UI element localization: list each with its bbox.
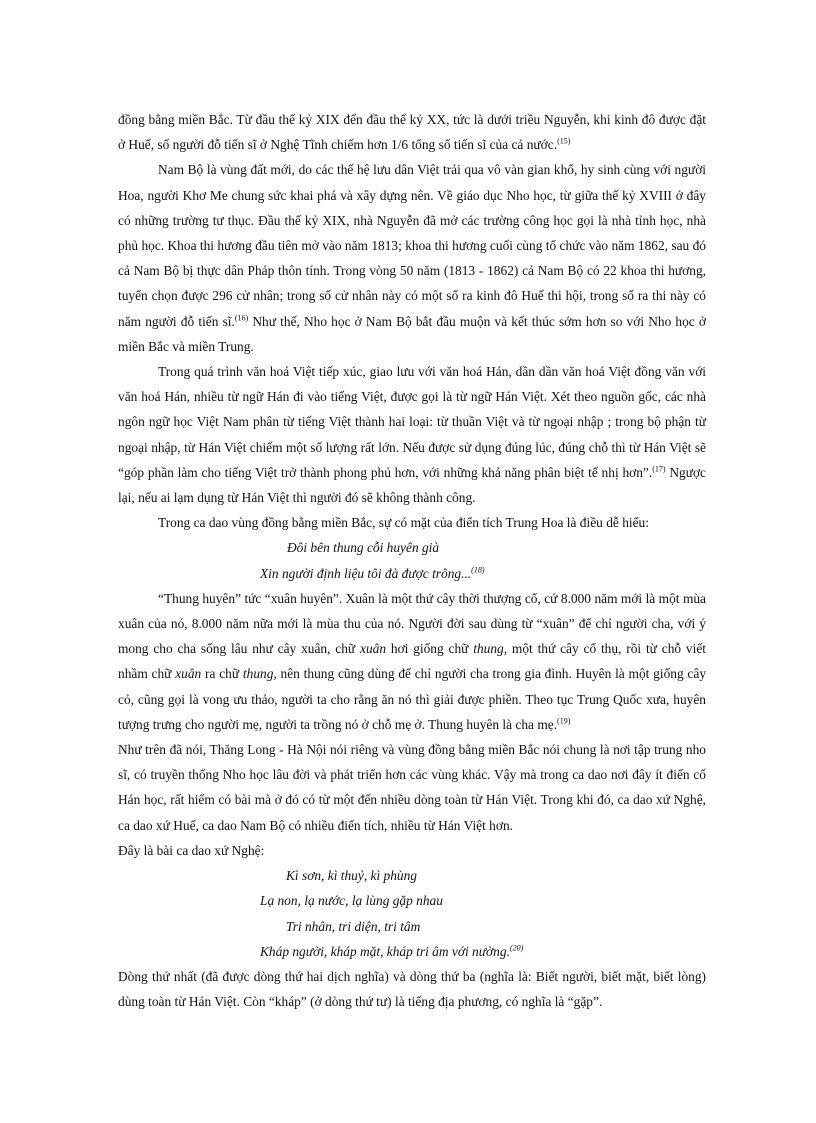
poem-line: Kì sơn, kì thuỷ, kì phùng [286,868,417,884]
paragraph-ca-dao-intro: Trong ca dao vùng đồng bằng miền Bắc, sự có mặt của điển tích Trung Hoa là điều dễ hiểu: [158,515,649,531]
paragraph-nam-bo: Nam Bộ là vùng đất mới, do các thế hệ lưu dân Việt trải qua vô vàn gian khổ, hy sinh cùng với người Hoa, người Khơ Me chung sức khai phá và xây dựng nên. Về giáo dục Nho học, từ giữa thế kỷ XVIII ở đây có những trường tư thục. Đầu thế kỷ XIX, nhà Nguyễn đã mở các trường công học gọi là nhà tỉnh học, nhà phủ học. Khoa thi hương đầu tiên mở vào năm 1813; khoa thi hương cuối cùng tổ chức vào năm 1862, sau đó cả Nam Bộ bị thực dân Pháp thôn tính. Trong vòng 50 năm (1813 - 1862) cả Nam Bộ có 22 khoa thi hương, tuyển chọn được 296 cử nhân; trong số cử nhân này có một số ra kinh đô Huế thi hội, trong số ra thi này có năm người đỗ tiến sĩ.$^{(16)}$ Như thế, Nho học ở Nam Bộ bắt đầu muộn và kết thúc sớm hơn so với Nho học ở miền Bắc và miền Trung. [118,162,706,354]
poem-line: Kháp người, kháp mặt, kháp tri âm với nường.$^{(20)}$ [260,943,524,959]
paragraph-thung-huyen: “Thung huyên” tức “xuân huyên”. Xuân là một thứ cây thời thượng cổ, cứ 8.000 năm mới là một mùa xuân của nó, 8.000 năm nữa mới là mùa thu của nó. Người đời sau dùng từ “xuân” để chỉ người cha, với ý mong cho cha sống lâu như cây xuân, chữ xuân hơi giống chữ thung, một thứ cây cổ thụ, rồi từ chỗ viết nhầm chữ xuân ra chữ thung, nên thung cũng dùng để chỉ người cha trong gia đình. Huyên là một giống cây cỏ, cũng gọi là vong ưu thảo, người ta cho rằng ăn nó thì giải được phiền. Theo tục Trung Quốc xưa, huyên tượng trưng cho người mẹ, người ta trồng nó ở chỗ mẹ ở. Thung huyên là cha mẹ.$^{(19)}$ [118,590,707,732]
footnote-ref: (17) [652,464,666,474]
footnote-ref: (16) [234,313,249,323]
poem-line: Lạ non, lạ nước, lạ lùng gặp nhau [260,893,443,909]
paragraph-thang-long: Như trên đã nói, Thăng Long - Hà Nội nói riêng và vùng đồng bằng miền Bắc nói chung là nơi tập trung nho sĩ, có truyền thống Nho học lâu đời và phát triển hơn các vùng khác. Vậy mà trong ca dao nơi đây ít điển cố Hán học, rất hiếm có bài mà ở đó có từ một đến nhiều dòng toàn từ Hán Việt. Trong khi đó, ca dao xứ Nghệ, ca dao xứ Huế, ca dao Nam Bộ có nhiều điển tích, nhiều từ Hán Việt hơn. [118,742,706,833]
poem-line: Tri nhân, tri diện, tri tâm [286,918,421,934]
poem-line: Đôi bên thung cỗi huyên già [287,540,440,556]
footnote-ref: (15) [557,136,571,146]
document-page [118,107,706,1014]
poem-line: Xin người định liệu tôi đà được trông...$^{(18)}$ [260,565,485,581]
footnote-ref: (19) [557,716,571,726]
paragraph-nghe-tinh: đồng bằng miền Bắc. Từ đầu thế kỷ XIX đến đầu thế kỷ XX, tức là dưới triều Nguyễn, khi kinh đô được đặt ở Huế, số người đỗ tiến sĩ ở Nghệ Tĩnh chiếm hơn 1/6 tổng số tiến sĩ của cả nước.$^{(15)}$ [118,112,706,153]
footnote-ref: (18) [471,565,485,575]
footnote-ref: (20) [509,943,524,953]
paragraph-closing: Dòng thứ nhất (đã được dòng thứ hai dịch nghĩa) và dòng thứ ba (nghĩa là: Biết người, biết mặt, biết lòng) dùng toàn từ Hán Việt. Còn “kháp” (ở dòng thứ tư) là tiếng địa phương, có nghĩa là “gặp”. [118,968,706,1010]
paragraph-xu-nghe-intro: Đây là bài ca dao xứ Nghệ: [118,842,265,858]
paragraph-han-viet: Trong quá trình văn hoá Việt tiếp xúc, giao lưu với văn hoá Hán, dần dần văn hoá Việt đồng văn với văn hoá Hán, nhiều từ ngữ Hán đi vào tiếng Việt, được gọi là từ ngữ Hán Việt. Xét theo nguồn gốc, các nhà ngôn ngữ học Việt Nam phân từ tiếng Việt thành hai loại: từ thuần Việt và từ ngoại nhập ; trong bộ phận từ ngoại nhập, từ Hán Việt chiếm một số lượng rất lớn. Nếu được sử dụng đúng lúc, đúng chỗ thì từ Hán Việt sẽ “góp phần làm cho tiếng Việt trở thành phong phú hơn, với những khả năng phân biệt tế nhị hơn”.$^{(17)}$ Ngược lại, nếu ai lạm dụng từ Hán Việt thì người đó sẽ không thành công. [118,364,706,506]
